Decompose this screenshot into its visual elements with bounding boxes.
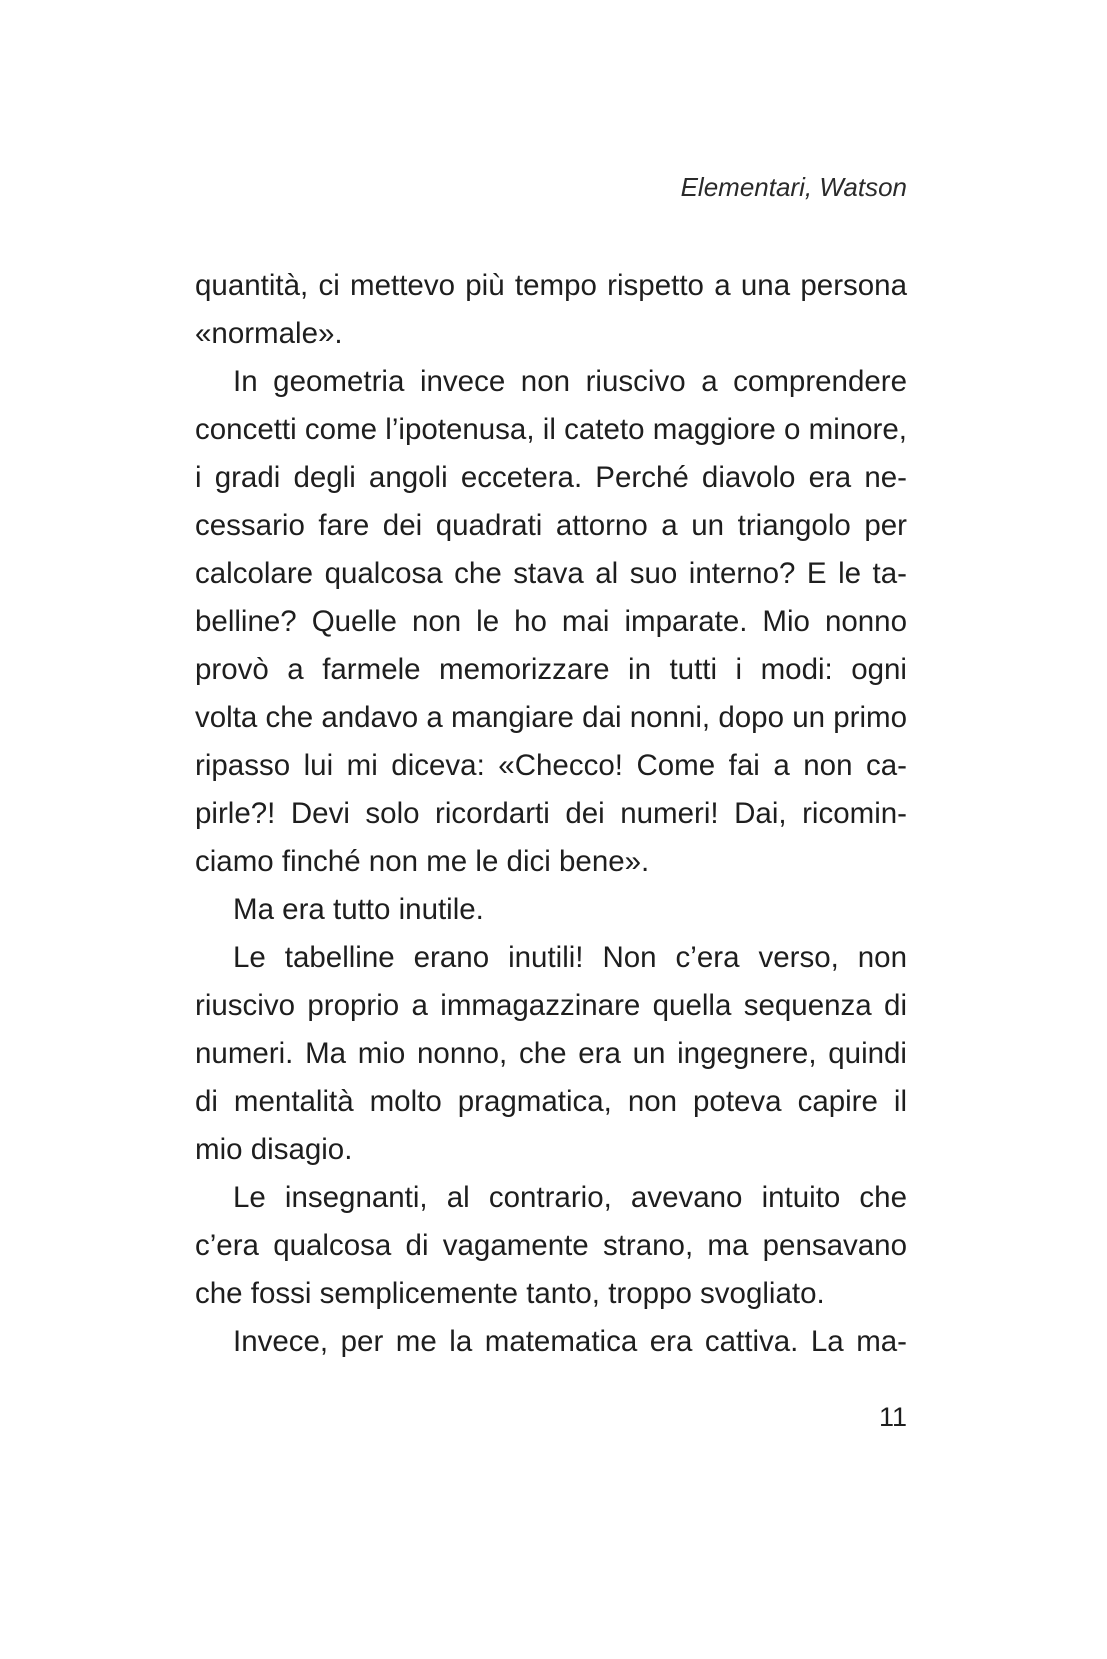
text-line: riuscivo proprio a immagazzinare quella sequenza di <box>195 989 907 1022</box>
text-line: provò a farmele memorizzare in tutti i modi: ogni <box>195 653 907 686</box>
paragraph-first-line: Ma era tutto inutile. <box>233 893 484 926</box>
text-line: di mentalità molto pragmatica, non poteva capire il <box>195 1085 907 1118</box>
text-line: cessario fare dei quadrati attorno a un triangolo per <box>195 509 907 542</box>
text-line: volta che andavo a mangiare dai nonni, dopo un primo <box>195 701 907 734</box>
text-line: pirle?! Devi solo ricordarti dei numeri! Dai, ricomin- <box>195 797 907 830</box>
text-line: mio disagio. <box>195 1133 353 1166</box>
text-line: c’era qualcosa di vagamente strano, ma pensavano <box>195 1229 907 1262</box>
text-line: «normale». <box>195 317 343 350</box>
text-line: che fossi semplicemente tanto, troppo svogliato. <box>195 1277 825 1310</box>
text-line: i gradi degli angoli eccetera. Perché diavolo era ne- <box>195 461 907 494</box>
text-line: quantità, ci mettevo più tempo rispetto a una persona <box>195 269 907 302</box>
text-line: ciamo finché non me le dici bene». <box>195 845 650 878</box>
body-text <box>195 262 907 1366</box>
text-line: numeri. Ma mio nonno, che era un ingegnere, quindi <box>195 1037 907 1070</box>
paragraph-first-line: Le insegnanti, al contrario, avevano intuito che <box>233 1181 907 1214</box>
paragraph-first-line: Invece, per me la matematica era cattiva. La ma- <box>233 1325 907 1358</box>
text-line: belline? Quelle non le ho mai imparate. Mio nonno <box>195 605 907 638</box>
paragraph-first-line: In geometria invece non riuscivo a comprendere <box>233 365 907 398</box>
page-number: 11 <box>878 1402 907 1432</box>
text-line: ripasso lui mi diceva: «Checco! Come fai a non ca- <box>195 749 907 782</box>
paragraph-first-line: Le tabelline erano inutili! Non c’era verso, non <box>233 941 907 974</box>
text-line: concetti come l’ipotenusa, il cateto maggiore o minore, <box>195 413 907 446</box>
running-head: Elementari, Watson <box>680 172 907 202</box>
text-line: calcolare qualcosa che stava al suo interno? E le ta- <box>195 557 907 590</box>
